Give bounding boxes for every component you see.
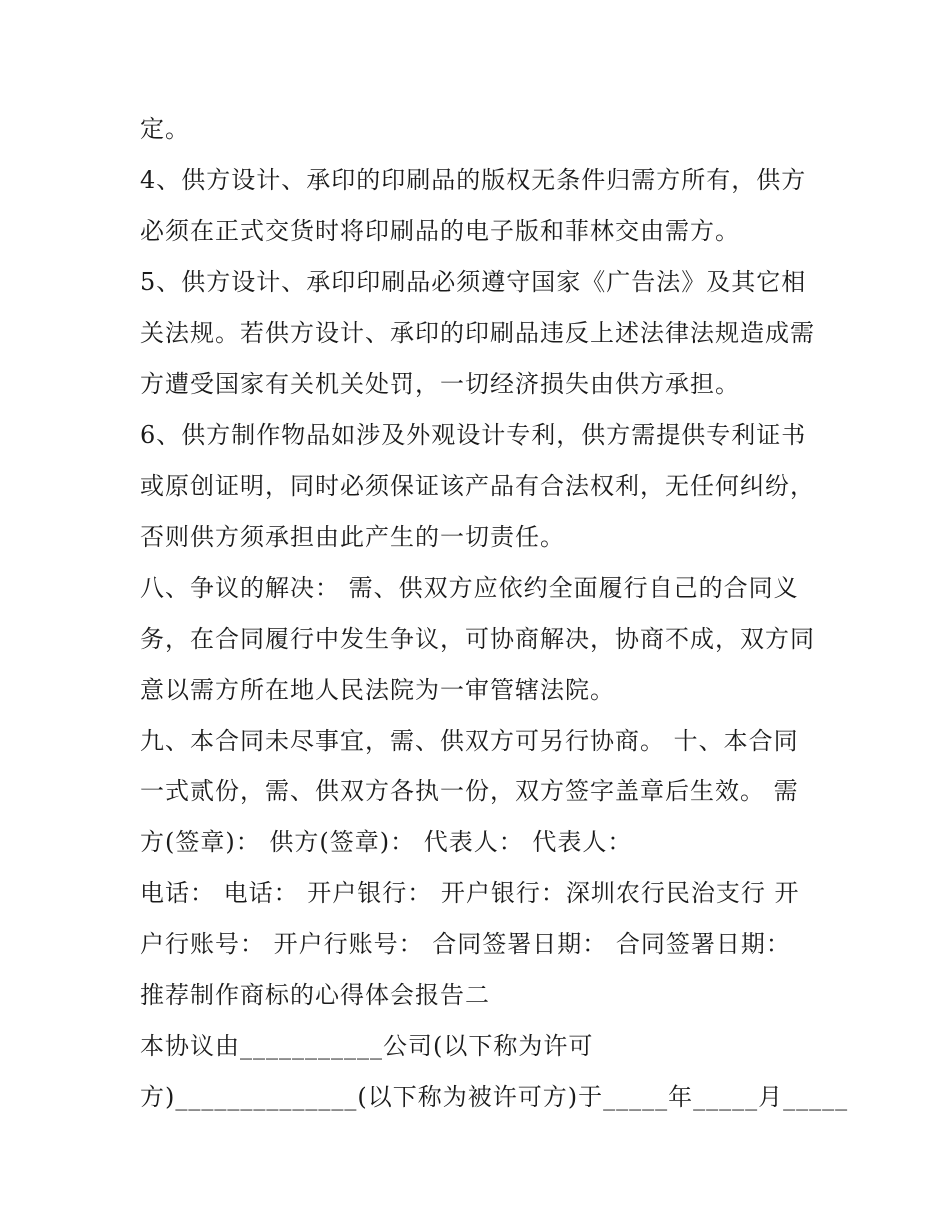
text-line-15: 方(签章)： 供方(签章)： 代表人： 代表人： [140,828,633,856]
text-line-5: 关法规。若供方设计、承印的印刷品违反上述法律法规造成需 [140,319,815,347]
text-line-13: 九、本合同未尽事宜，需、供双方可另行协商。 十、本合同 [140,727,799,755]
text-line-20: 方)______________(以下称为被许可方)于_____年_____月_____ [140,1083,849,1111]
section-heading: 推荐制作商标的心得体会报告二 [140,981,490,1009]
text-line-2: 4、供方设计、承印的印刷品的版权无条件归需方所有，供方 [140,166,807,194]
text-line-11: 务，在合同履行中发生争议，可协商解决，协商不成，双方同 [140,625,815,653]
text-line-14: 一式贰份，需、供双方各执一份，双方签字盖章后生效。 需 [140,777,799,805]
text-line-19: 本协议由___________公司(以下称为许可 [140,1032,594,1060]
text-line-7: 6、供方制作物品如涉及外观设计专利，供方需提供专利证书 [140,421,807,449]
text-line-12: 意以需方所在地人民法院为一审管辖法院。 [140,676,615,704]
text-line-17: 户行账号： 开户行账号： 合同签署日期： 合同签署日期： [140,930,791,958]
text-line-16: 电话： 电话： 开户银行： 开户银行：深圳农行民治支行 开 [140,879,800,907]
text-line-9: 否则供方须承担由此产生的一切责任。 [140,523,565,551]
text-line-6: 方遭受国家有关机关处罚，一切经济损失由供方承担。 [140,370,740,398]
text-line-4: 5、供方设计、承印印刷品必须遵守国家《广告法》及其它相 [140,268,807,296]
text-line-3: 必须在正式交货时将印刷品的电子版和菲林交由需方。 [140,217,740,245]
text-line-1: 定。 [140,115,190,143]
text-line-10: 八、争议的解决： 需、供双方应依约全面履行自己的合同义 [140,574,799,602]
text-line-8: 或原创证明，同时必须保证该产品有合法权利，无任何纠纷， [140,472,815,500]
